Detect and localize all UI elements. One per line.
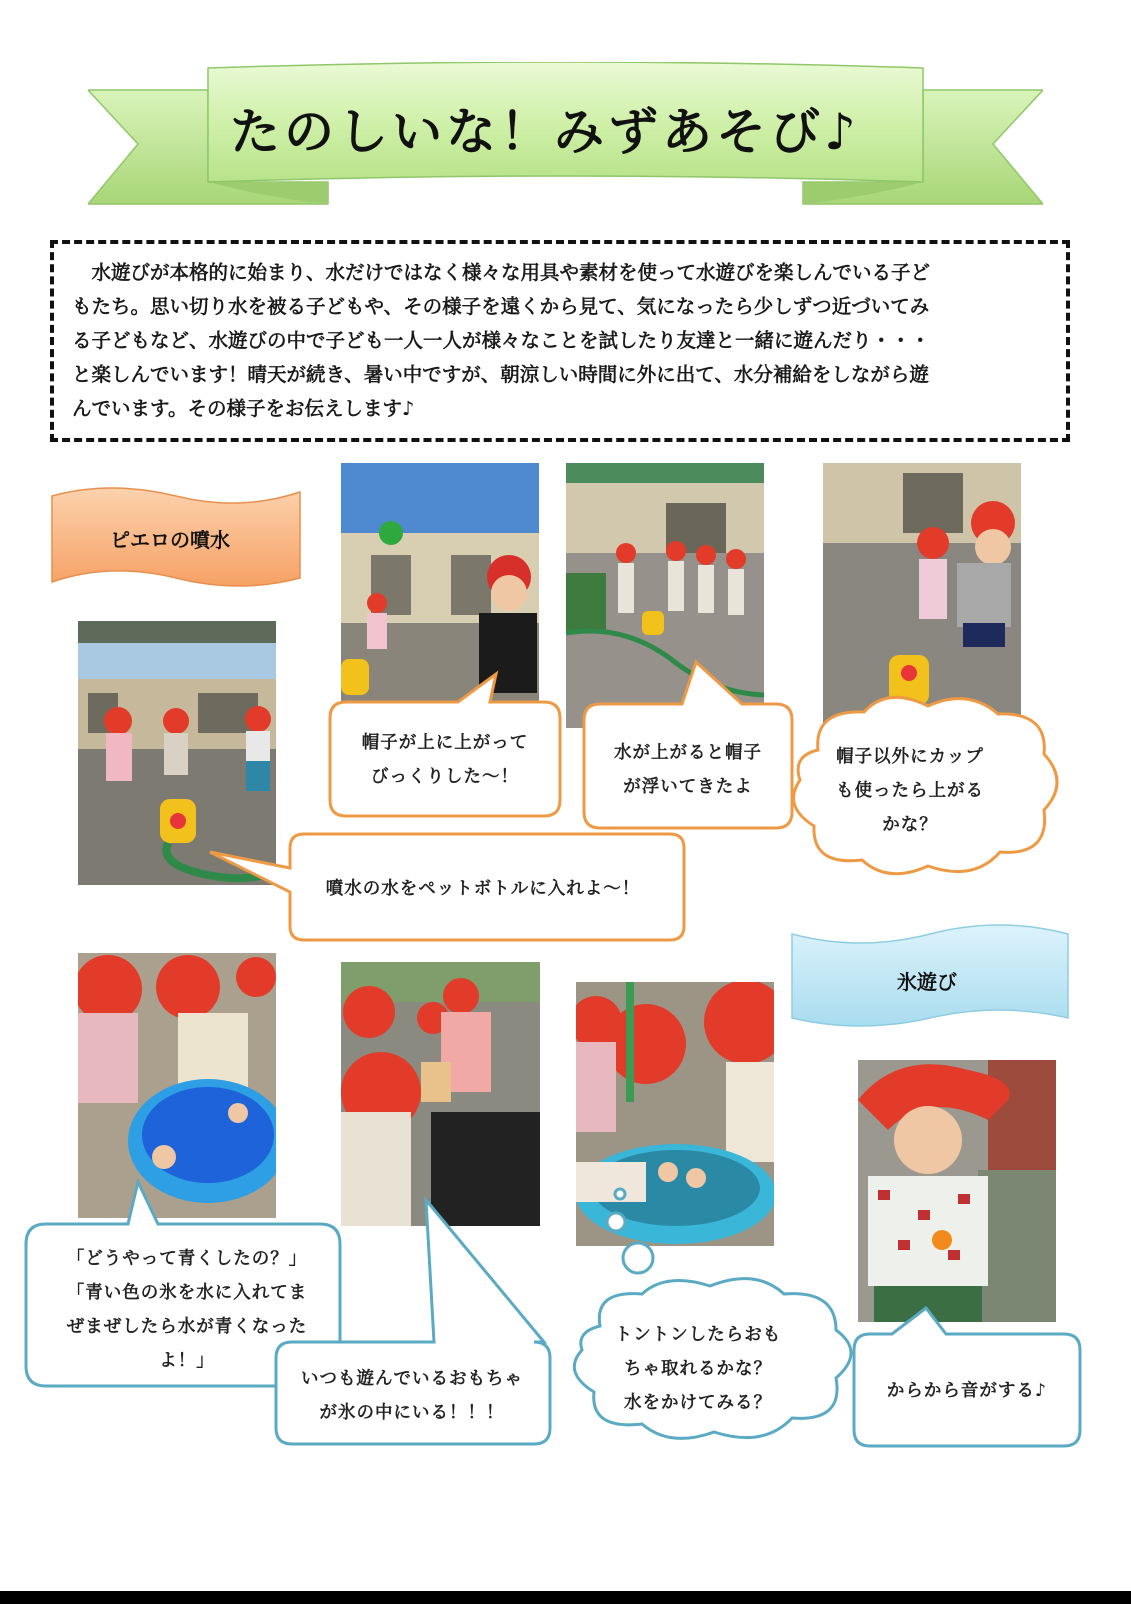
bubble-toy-text: いつも遊んでいるおもちゃ が氷の中にいる！！！ (301, 1369, 523, 1423)
intro-line: と楽しんでいます！晴天が続き、暑い中ですが、朝涼しい時間に外に出て、水分補給をしながら遊 (72, 363, 929, 386)
intro-line: る子どもなど、水遊びの中で子ども一人一人が様々なことを試したり友達と一緒に遊んだり・・・ (72, 329, 931, 352)
photo-hat-up (341, 463, 539, 701)
bubble-hat-up-text: 帽子が上に上がって びっくりした〜！ (361, 733, 529, 787)
bubble-tonton-text: トントンしたらおも ちゃ取れるかな？ 水をかけてみる？ (614, 1325, 782, 1413)
photo-karakara (858, 1060, 1056, 1322)
page-title: たのしいな！みずあそび♪ (230, 103, 860, 161)
photo-blue-ice (78, 953, 276, 1218)
intro-box (50, 240, 1070, 442)
photo-toy-ice (341, 962, 540, 1226)
bubble-karakara-text: からから音がする♪ (886, 1381, 1048, 1401)
bubble-cup-text: 帽子以外にカップ も使ったら上がる かな？ (836, 747, 984, 835)
photo-cup (823, 463, 1021, 725)
bottom-rule (0, 1591, 1131, 1604)
intro-line: 水遊びが本格的に始まり、水だけではなく様々な用具や素材を使って水遊びを楽しんでいる子ど (91, 261, 931, 284)
intro-line: もたち。思い切り水を被る子どもや、その様子を遠くから見て、気になったら少しずつ近づいてみ (72, 295, 930, 318)
bubble-blue-text: 「どうやって青くしたの？」 「青い色の氷を水に入れてま ぜまぜしたら水が青くなった よ！」 (66, 1249, 308, 1371)
fountain-section-label: ピエロの噴水 (110, 528, 230, 552)
ice-section-label: 氷遊び (897, 970, 957, 994)
bubble-bottle-text: 噴水の水をペットボトルに入れよ〜！ (325, 879, 641, 899)
bubble-hat-float-text: 水が上がると帽子 が浮いてきたよ (614, 743, 762, 797)
intro-line: んでいます。その様子をお伝えします♪ (72, 397, 415, 420)
